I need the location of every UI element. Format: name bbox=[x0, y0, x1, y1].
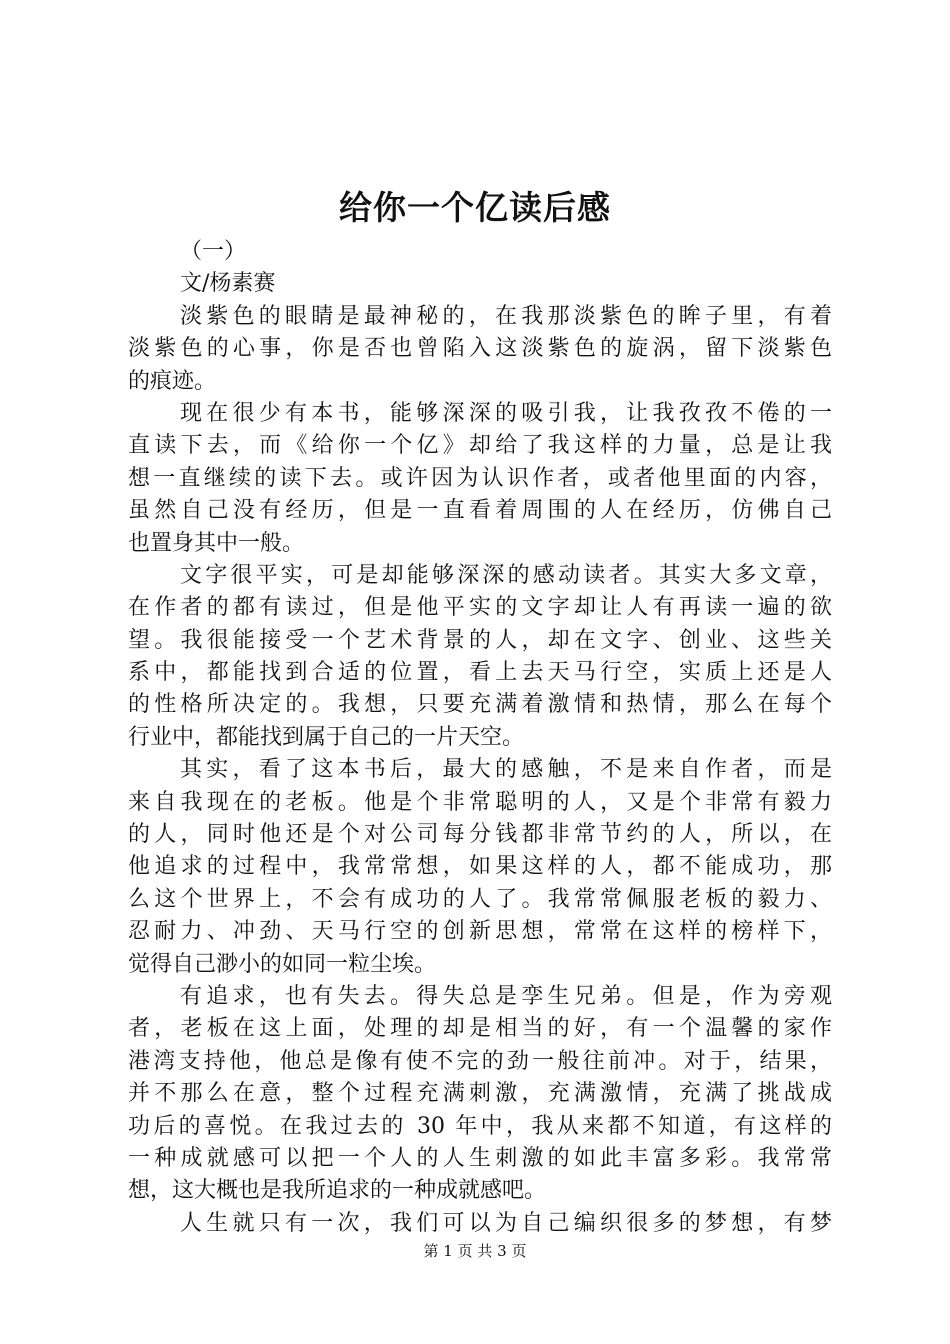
page-footer: 第 1 页 共 3 页 bbox=[423, 1242, 527, 1260]
text-line: 其实，看了这本书后，最大的感触，不是来自作者，而是 bbox=[180, 757, 832, 783]
text-line: 么这个世界上，不会有成功的人了。我常常佩服老板的毅力、 bbox=[128, 886, 832, 912]
text-line: 的人，同时他还是个对公司每分钱都非常节约的人，所以，在 bbox=[128, 822, 832, 848]
text-line: （一） bbox=[180, 239, 247, 264]
text-line: 人生就只有一次，我们可以为自己编织很多的梦想，有梦 bbox=[180, 1210, 832, 1236]
text-line: 的痕迹。 bbox=[128, 368, 217, 394]
text-line: 行业中，都能找到属于自己的一片天空。 bbox=[128, 724, 525, 750]
text-line: 一种成就感可以把一个人的人生刺激的如此丰富多彩。我常常 bbox=[128, 1145, 832, 1171]
text-line: 系中，都能找到合适的位置，看上去天马行空，实质上还是人 bbox=[128, 660, 832, 686]
text-line: 忍耐力、冲劲、天马行空的创新思想，常常在这样的榜样下， bbox=[128, 919, 832, 945]
text-line: 虽然自己没有经历，但是一直看着周围的人在经历，仿佛自己 bbox=[128, 498, 832, 524]
document-body bbox=[128, 236, 832, 1240]
text-line: 并不那么在意，整个过程充满刺激，充满激情，充满了挑战成 bbox=[128, 1081, 832, 1107]
text-line: 他追求的过程中，我常常想，如果这样的人，都不能成功，那 bbox=[128, 854, 832, 880]
text-line: 也置身其中一般。 bbox=[128, 530, 305, 556]
text-line: 在作者的都有读过，但是他平实的文字却让人有再读一遍的欲 bbox=[128, 595, 832, 621]
text-line: 文/杨素赛 bbox=[180, 271, 276, 297]
text-line: 有追求，也有失去。得失总是孪生兄弟。但是，作为旁观 bbox=[180, 983, 832, 1009]
text-line: 淡紫色的眼睛是最神秘的，在我那淡紫色的眸子里，有着 bbox=[180, 303, 832, 329]
text-line: 文字很平实，可是却能够深深的感动读者。其实大多文章， bbox=[180, 562, 832, 588]
text-line: 淡紫色的心事，你是否也曾陷入这淡紫色的旋涡，留下淡紫色 bbox=[128, 336, 832, 362]
text-line: 的性格所决定的。我想，只要充满着激情和热情，那么在每个 bbox=[128, 692, 832, 718]
text-line: 望。我很能接受一个艺术背景的人，却在文字、创业、这些关 bbox=[128, 627, 832, 653]
document-title: 给你一个亿读后感 bbox=[339, 188, 611, 227]
text-line: 想一直继续的读下去。或许因为认识作者，或者他里面的内容， bbox=[128, 465, 832, 491]
text-line: 者，老板在这上面，处理的却是相当的好，有一个温馨的家作 bbox=[128, 1016, 832, 1042]
text-line: 来自我现在的老板。他是个非常聪明的人，又是个非常有毅力 bbox=[128, 789, 832, 815]
text-line: 功后的喜悦。在我过去的 30 年中，我从来都不知道，有这样的 bbox=[128, 1113, 832, 1139]
text-line: 想，这大概也是我所追求的一种成就感吧。 bbox=[128, 1178, 547, 1204]
text-line: 港湾支持他，他总是像有使不完的劲一般往前冲。对于，结果， bbox=[128, 1048, 832, 1074]
text-line: 觉得自己渺小的如同一粒尘埃。 bbox=[128, 951, 437, 977]
text-line: 现在很少有本书，能够深深的吸引我，让我孜孜不倦的一 bbox=[180, 400, 832, 426]
text-line: 直读下去，而《给你一个亿》却给了我这样的力量，总是让我 bbox=[128, 433, 832, 459]
